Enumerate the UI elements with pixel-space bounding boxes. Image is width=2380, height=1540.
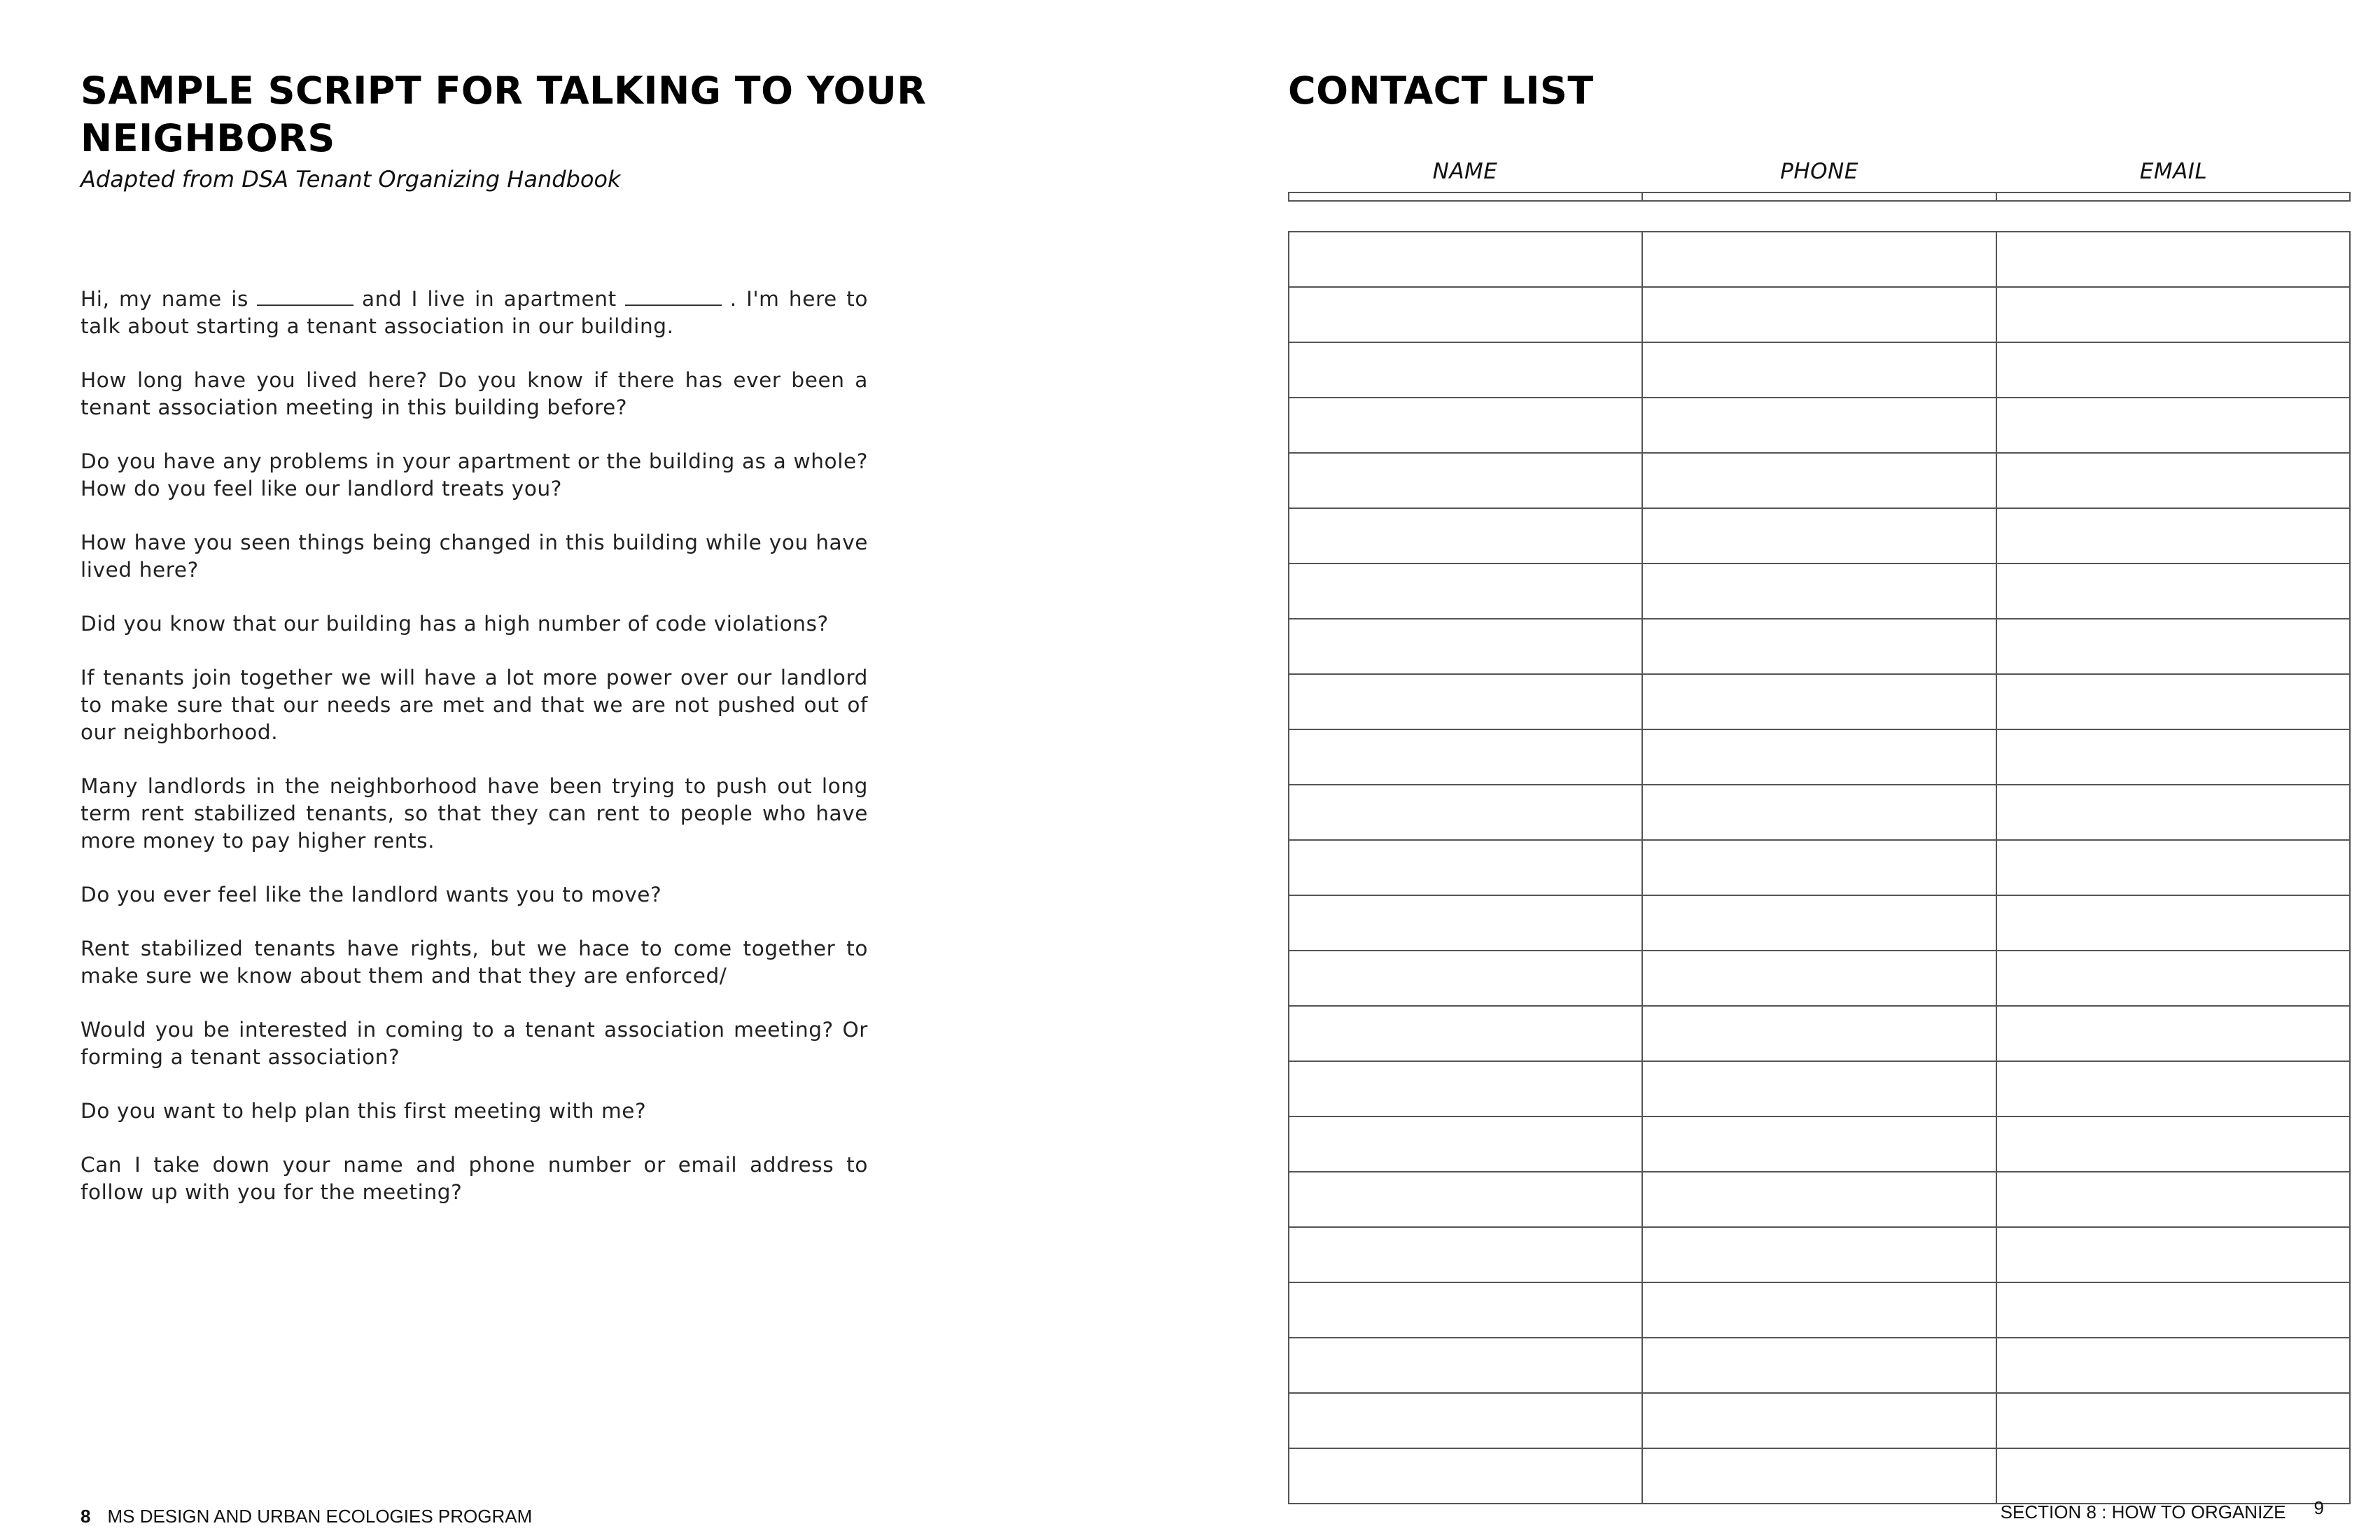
contact-cell-phone[interactable] [1642,453,1996,508]
contact-cell-email[interactable] [1996,1061,2350,1116]
intro-text-1: Hi, my name is [80,287,248,311]
contact-column-headers [1288,155,2351,188]
contact-cell-name[interactable] [1289,342,1642,398]
contact-cell-phone[interactable] [1642,729,1996,785]
name-blank [257,286,354,306]
contact-cell-name[interactable] [1289,895,1642,951]
contact-cell-name[interactable] [1289,1338,1642,1393]
contact-cell-email[interactable] [1996,785,2350,840]
script-paragraph: Do you have any problems in your apartment or the building as a whole? How do you feel like our landlord treats you? [80,449,868,500]
page-number-right: 9 [2314,1497,2324,1518]
contact-cell-email[interactable] [1996,398,2350,453]
page-subtitle: Adapted from DSA Tenant Organizing Handbook [80,166,621,192]
contact-cell-email[interactable] [1996,840,2350,895]
column-header-phone: PHONE [1780,159,1858,184]
contact-cell-phone[interactable] [1642,1282,1996,1338]
script-paragraph: Can I take down your name and phone number or email address to follow up with you for the meeting? [80,1153,868,1204]
intro-text-2: and I live in apartment [361,287,617,311]
contact-cell-phone[interactable] [1642,1338,1996,1393]
contact-cell-name[interactable] [1289,1172,1642,1227]
contact-cell-phone[interactable] [1642,508,1996,564]
contact-cell-email[interactable] [1996,895,2350,951]
contact-row [1289,453,2350,508]
contact-cell-email[interactable] [1996,951,2350,1006]
header-strip [1288,192,2351,202]
contact-cell-phone[interactable] [1642,1061,1996,1116]
contact-row [1289,398,2350,453]
contact-cell-name[interactable] [1289,674,1642,729]
contact-cell-name[interactable] [1289,840,1642,895]
contact-cell-email[interactable] [1996,232,2350,287]
script-paragraph: Did you know that our building has a high number of code violations? [80,612,829,636]
script-paragraph: Do you want to help plan this first meeting with me? [80,1099,647,1123]
contact-row [1289,1006,2350,1061]
contact-cell-email[interactable] [1996,1448,2350,1504]
page-footer [80,1505,532,1527]
contact-cell-name[interactable] [1289,398,1642,453]
contact-cell-phone[interactable] [1642,287,1996,342]
contact-row [1289,564,2350,619]
contact-cell-name[interactable] [1289,1448,1642,1504]
page-title: SAMPLE SCRIPT FOR TALKING TO YOUR NEIGHBORS [80,69,927,160]
script-intro-paragraph [80,286,868,340]
contact-cell-email[interactable] [1996,729,2350,785]
contact-row [1289,1116,2350,1172]
contact-cell-name[interactable] [1289,951,1642,1006]
header-strip-cell [1997,193,2349,200]
contact-cell-email[interactable] [1996,674,2350,729]
contact-table-body [1289,232,2350,1504]
contact-cell-email[interactable] [1996,619,2350,674]
contact-cell-name[interactable] [1289,619,1642,674]
contact-cell-phone[interactable] [1642,785,1996,840]
contact-cell-email[interactable] [1996,1116,2350,1172]
script-paragraph: Do you ever feel like the landlord wants you to move? [80,883,662,906]
contact-cell-phone[interactable] [1642,895,1996,951]
script-paragraph: Would you be interested in coming to a tenant association meeting? Or forming a tenant association? [80,1018,868,1069]
contact-cell-email[interactable] [1996,1282,2350,1338]
script-body [80,286,868,1233]
contact-cell-phone[interactable] [1642,619,1996,674]
contact-row [1289,232,2350,287]
contact-cell-email[interactable] [1996,342,2350,398]
contact-row [1289,729,2350,785]
contact-row [1289,619,2350,674]
script-paragraph: If tenants join together we will have a lot more power over our landlord to make sure that our needs are met and that we are not pushed out of our neighborhood. [80,666,868,744]
contact-cell-name[interactable] [1289,1061,1642,1116]
script-paragraph: How have you seen things being changed in this building while you have lived here? [80,531,868,582]
contact-cell-name[interactable] [1289,232,1642,287]
contact-row [1289,895,2350,951]
contact-cell-phone[interactable] [1642,1006,1996,1061]
contact-cell-phone[interactable] [1642,951,1996,1006]
contact-cell-email[interactable] [1996,1338,2350,1393]
contact-cell-phone[interactable] [1642,1116,1996,1172]
script-paragraph: How long have you lived here? Do you know if there has ever been a tenant association meeting in this building before? [80,368,868,419]
contact-row [1289,1448,2350,1504]
contact-cell-name[interactable] [1289,1227,1642,1282]
contact-cell-name[interactable] [1289,1393,1642,1448]
contact-cell-phone[interactable] [1642,1227,1996,1282]
contact-row [1289,674,2350,729]
page-footer-right [2000,1497,2324,1523]
contact-table [1288,231,2351,1504]
contact-cell-phone[interactable] [1642,1393,1996,1448]
contact-cell-phone[interactable] [1642,398,1996,453]
contact-cell-phone[interactable] [1642,1448,1996,1504]
contact-cell-name[interactable] [1289,1006,1642,1061]
contact-cell-phone[interactable] [1642,232,1996,287]
contact-cell-name[interactable] [1289,508,1642,564]
contact-cell-phone[interactable] [1642,840,1996,895]
header-strip-cell [1643,193,1996,200]
contact-row [1289,840,2350,895]
right-page [1190,0,2380,1540]
contact-cell-phone[interactable] [1642,1172,1996,1227]
contact-row [1289,342,2350,398]
contact-cell-name[interactable] [1289,1116,1642,1172]
contact-cell-email[interactable] [1996,287,2350,342]
contact-cell-email[interactable] [1996,508,2350,564]
section-name: SECTION 8 : HOW TO ORGANIZE [2000,1502,2286,1522]
script-paragraph: Many landlords in the neighborhood have been trying to push out long term rent stabilized tenants, so that they can rent to people who have more money to pay higher rents. [80,774,868,853]
intro-text-3: . I'm here to talk about starting a tenant association in our building. [80,287,868,338]
contact-cell-name[interactable] [1289,453,1642,508]
contact-cell-email[interactable] [1996,1172,2350,1227]
contact-list-title: CONTACT LIST [1288,69,1594,113]
column-header-email: EMAIL [2139,159,2208,184]
contact-row [1289,1227,2350,1282]
script-paragraph: Rent stabilized tenants have rights, but we hace to come together to make sure we know about them and that they are enforced/ [80,937,868,988]
contact-row [1289,287,2350,342]
contact-row [1289,1282,2350,1338]
program-name: MS DESIGN AND URBAN ECOLOGIES PROGRAM [107,1506,533,1527]
contact-row [1289,1338,2350,1393]
contact-cell-name[interactable] [1289,564,1642,619]
contact-row [1289,508,2350,564]
contact-cell-phone[interactable] [1642,674,1996,729]
contact-cell-phone[interactable] [1642,564,1996,619]
contact-row [1289,1172,2350,1227]
contact-cell-email[interactable] [1996,453,2350,508]
contact-cell-email[interactable] [1996,1006,2350,1061]
contact-row [1289,1393,2350,1448]
contact-cell-email[interactable] [1996,564,2350,619]
contact-row [1289,785,2350,840]
contact-cell-name[interactable] [1289,729,1642,785]
header-strip-cell [1289,193,1643,200]
page-number: 8 [80,1506,91,1527]
contact-cell-email[interactable] [1996,1227,2350,1282]
contact-row [1289,1061,2350,1116]
contact-row [1289,951,2350,1006]
contact-cell-name[interactable] [1289,287,1642,342]
column-header-name: NAME [1432,159,1498,184]
apartment-blank [625,286,722,306]
contact-cell-name[interactable] [1289,785,1642,840]
contact-cell-phone[interactable] [1642,342,1996,398]
contact-cell-email[interactable] [1996,1393,2350,1448]
contact-cell-name[interactable] [1289,1282,1642,1338]
